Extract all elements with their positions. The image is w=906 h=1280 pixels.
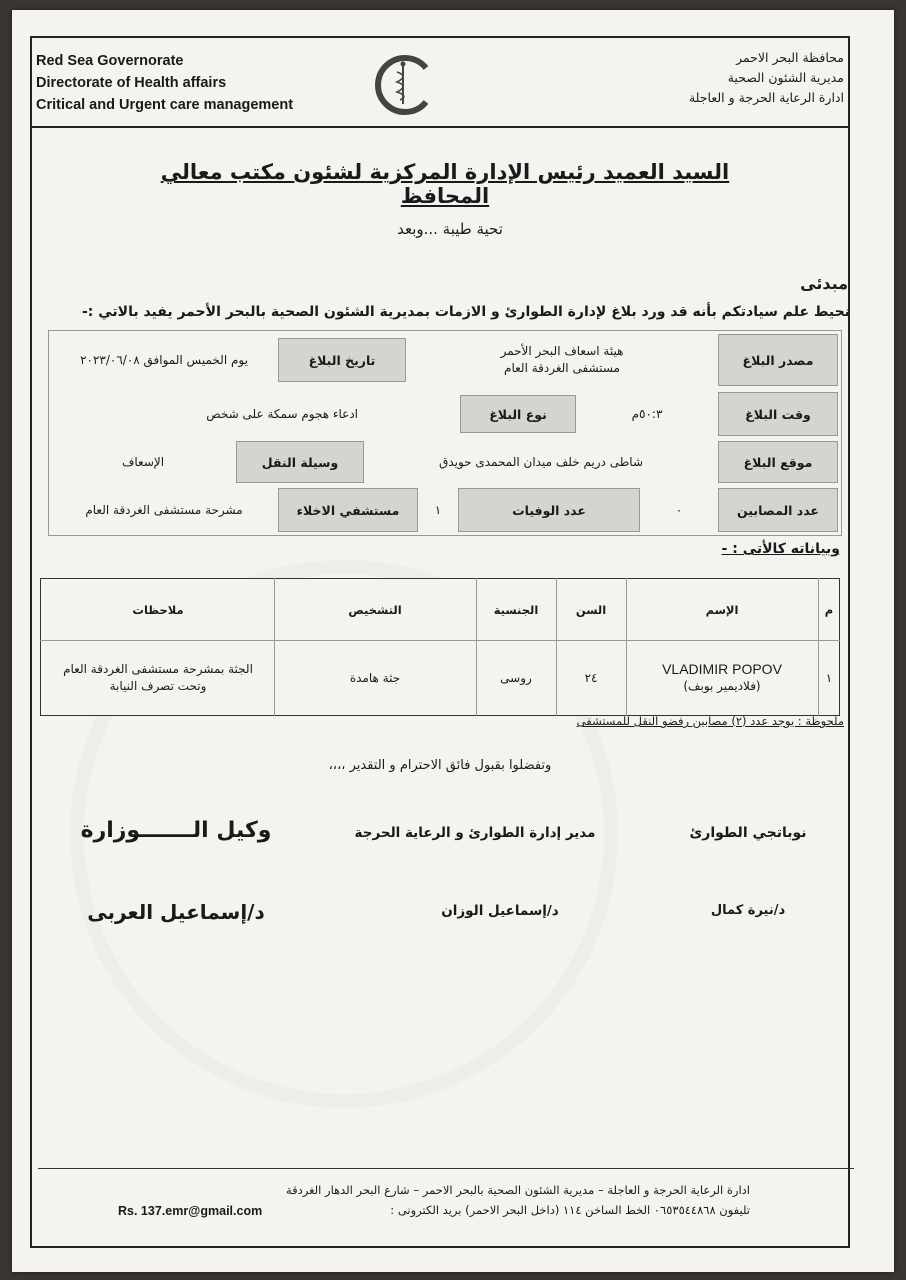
intro-text: نحيط علم سيادتكم بأنه قد ورد بلاغ لإدارة الطوارئ و الازمات بمديرية الشئون الصحية بالبحر الأحمر يفيد بالاتي :-: [81, 304, 850, 320]
hospital-value: مشرحة مستشفى الغردقة العام: [52, 488, 276, 532]
source-line-1: هيئة اسعاف البحر الأحمر: [500, 344, 624, 358]
type-label: نوع البلاغ: [460, 395, 576, 433]
deaths-value: ١: [420, 488, 456, 532]
header-en-line-2: Directorate of Health affairs: [36, 75, 227, 91]
closing: وتفضلوا بقبول فائق الاحترام و التقدير ،،،،: [328, 758, 552, 773]
location-label: موقع البلاغ: [718, 441, 838, 483]
header-ar-line-2: مديرية الشئون الصحية: [727, 70, 844, 85]
section-title: مبدئى: [800, 274, 848, 293]
data-title: وبياناته كالأتى : -: [721, 541, 840, 557]
hospital-label: مستشفي الاخلاء: [278, 488, 418, 532]
header-divider: [32, 126, 850, 128]
table-header-diagnosis: التشخيص: [348, 602, 402, 617]
footer-line-1: ادارة الرعاية الحرجة و العاجلة – مديرية الشئون الصحية بالبحر الاحمر – شارع البحر الدهار الغردقة: [285, 1183, 750, 1197]
table-row-notes: [42, 642, 274, 714]
table-row-name: [626, 642, 818, 714]
table-row-diagnosis: جثة هامدة: [349, 670, 401, 685]
source-label: مصدر البلاغ: [718, 334, 838, 386]
duty-name: د/نيرة كمال: [710, 903, 786, 918]
transport-value: الإسعاف: [52, 441, 234, 483]
source-value: [408, 334, 716, 386]
duty-title: نوباتجي الطوارئ: [689, 825, 807, 841]
table-header-divider: [40, 640, 840, 641]
header-english: [36, 50, 356, 116]
note: ملحوظة : يوجد عدد (٢) مصابين رفضو النقل للمستشفى: [576, 714, 844, 728]
table-header-age: السن: [575, 602, 607, 617]
table-header-notes: ملاحظات: [132, 602, 184, 617]
type-value: ادعاء هجوم سمكة على شخص: [52, 392, 458, 436]
time-value: ٥٠:٣م: [578, 392, 716, 436]
deputy-name: د/إسماعيل العربى: [87, 900, 265, 924]
deputy-title: وكيل الـــــــوزارة: [80, 818, 272, 843]
footer-email: Rs. 137.emr@gmail.com: [118, 1204, 263, 1218]
source-line-2: مستشفى الغردقة العام: [504, 361, 620, 375]
director-name: د/إسماعيل الوزان: [441, 903, 559, 919]
header-ar-line-3: ادارة الرعاية الحرجة و العاجلة: [688, 90, 844, 105]
location-value: شاطى دريم خلف ميدان المحمدى حويدق: [366, 441, 716, 483]
time-label: وقت البلاغ: [718, 392, 838, 436]
name-arabic: (فلاديمير بوبف): [683, 679, 761, 693]
table-header-name: الإسم: [705, 602, 739, 617]
footer-divider: [38, 1168, 854, 1169]
table-row-age: ٢٤: [584, 670, 598, 685]
injured-value: ٠: [642, 488, 716, 532]
header-en-line-3: Critical and Urgent care management: [36, 97, 294, 113]
addressee: السيد العميد رئيس الإدارة المركزية لشئون مكتب معالي المحافظ: [160, 160, 730, 208]
date-value: يوم الخميس الموافق ٢٠٢٣/٠٦/٠٨: [52, 334, 276, 386]
table-header-no: م: [824, 602, 834, 617]
table-row-no: ١: [825, 670, 833, 685]
transport-label: وسيلة النقل: [236, 441, 364, 483]
ministry-logo: [370, 52, 436, 118]
header-arabic: [584, 48, 844, 108]
header-en-line-1: Red Sea Governorate: [36, 53, 184, 69]
header-ar-line-1: محافظة البحر الاحمر: [736, 50, 844, 65]
date-label: تاريخ البلاغ: [278, 338, 406, 382]
director-title: مدير إدارة الطوارئ و الرعاية الحرجة: [354, 825, 596, 841]
notes-line-1: الجثة بمشرحة مستشفى الغردقة العام: [63, 662, 253, 676]
notes-line-2: وتحت تصرف النيابة: [109, 679, 207, 693]
greeting: تحية طيبة ...وبعد: [397, 220, 503, 238]
deaths-label: عدد الوفيات: [458, 488, 640, 532]
table-row-nationality: روسى: [500, 670, 532, 685]
name-english: VLADIMIR POPOV: [662, 661, 782, 677]
injured-label: عدد المصابين: [718, 488, 838, 532]
footer-line-2: تليفون ٠٦٥٣٥٤٤٨٦٨ الخط الساخن ١١٤ (داخل البحر الاحمر) بريد الكترونى :: [390, 1203, 750, 1217]
table-header-nationality: الجنسية: [493, 602, 539, 617]
